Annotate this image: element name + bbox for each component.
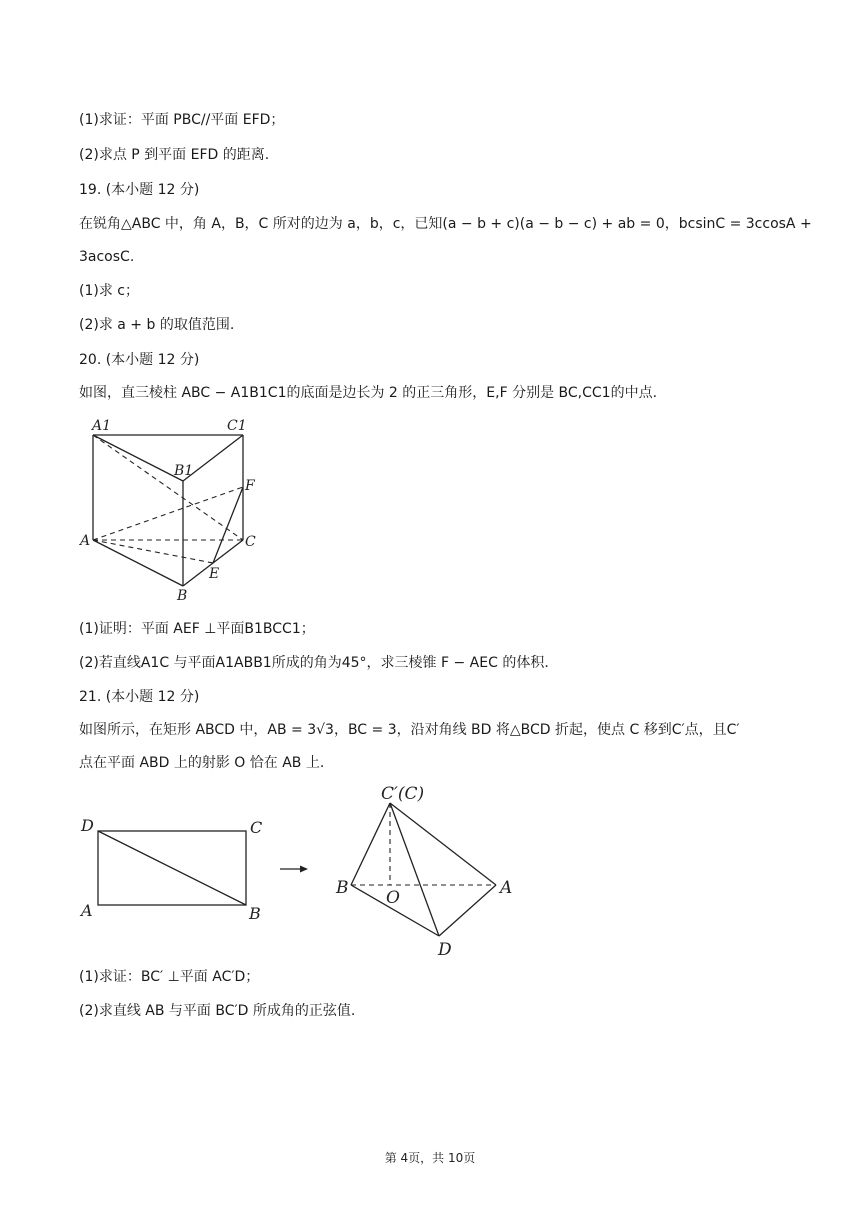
- q21-part2: (2)求直线 AB 与平面 BC′D 所成角的正弦值.: [79, 1003, 356, 1019]
- rect-label-B: B: [249, 904, 261, 923]
- q18-part2-text: (2)求点 P 到平面 EFD 的距离.: [79, 147, 270, 163]
- q18-part1-text: (1)求证：平面 PBC//平面 EFD；: [79, 112, 285, 128]
- q20-part1: (1)证明：平面 AEF ⊥平面B1BCC1；: [79, 621, 315, 637]
- q20-header: 20. (本小题 12 分): [79, 352, 200, 368]
- label-C: C: [245, 534, 256, 550]
- label-C1: C1: [227, 418, 247, 434]
- label-A1: A1: [92, 418, 112, 434]
- q19-stem-line2: 3acosC.: [79, 249, 135, 265]
- q19-part2: (2)求 a + b 的取值范围.: [79, 317, 235, 333]
- label-F: F: [245, 478, 255, 494]
- tetra-label-A: A: [500, 878, 513, 898]
- tetra-label-B: B: [336, 878, 349, 898]
- q19-stem-line1: 在锐角△ABC 中，角 A，B，C 所对的边为 a，b，c，已知(a − b + c)(a − b − c) + ab = 0，bcsinC = 3ccosA +: [79, 216, 812, 232]
- rect-label-A: A: [81, 901, 93, 920]
- q21-part1: (1)求证：BC′ ⊥平面 AC′D；: [79, 969, 260, 985]
- rect-label-C: C: [250, 818, 263, 837]
- label-B: B: [177, 588, 188, 604]
- tetra-label-D: D: [438, 940, 452, 960]
- label-A: A: [80, 533, 91, 549]
- q21-stem-line2: 点在平面 ABD 上的射影 O 恰在 AB 上.: [79, 755, 325, 771]
- arrow-icon: [280, 866, 308, 873]
- rect-label-D: D: [81, 816, 94, 835]
- label-B1: B1: [174, 463, 194, 479]
- page-footer: 第 4页，共 10页: [384, 1151, 476, 1165]
- q20-stem: 如图，直三棱柱 ABC − A1B1C1的底面是边长为 2 的正三角形，E,F 分别是 BC,CC1的中点.: [79, 385, 658, 401]
- q20-part2: (2)若直线A1C 与平面A1ABB1所成的角为45°，求三棱锥 F − AEC 的体积.: [79, 655, 549, 671]
- tetra-label-top: C′(C): [381, 784, 425, 804]
- label-E: E: [209, 566, 220, 582]
- tetra-label-O: O: [386, 888, 400, 908]
- q21-stem-line1: 如图所示，在矩形 ABCD 中，AB = 3√3，BC = 3，沿对角线 BD 将△BCD 折起，使点 C 移到C′点，且C′: [79, 722, 740, 738]
- q19-header: 19. (本小题 12 分): [79, 182, 200, 198]
- q21-header: 21. (本小题 12 分): [79, 689, 200, 705]
- q19-part1: (1)求 c；: [79, 283, 139, 299]
